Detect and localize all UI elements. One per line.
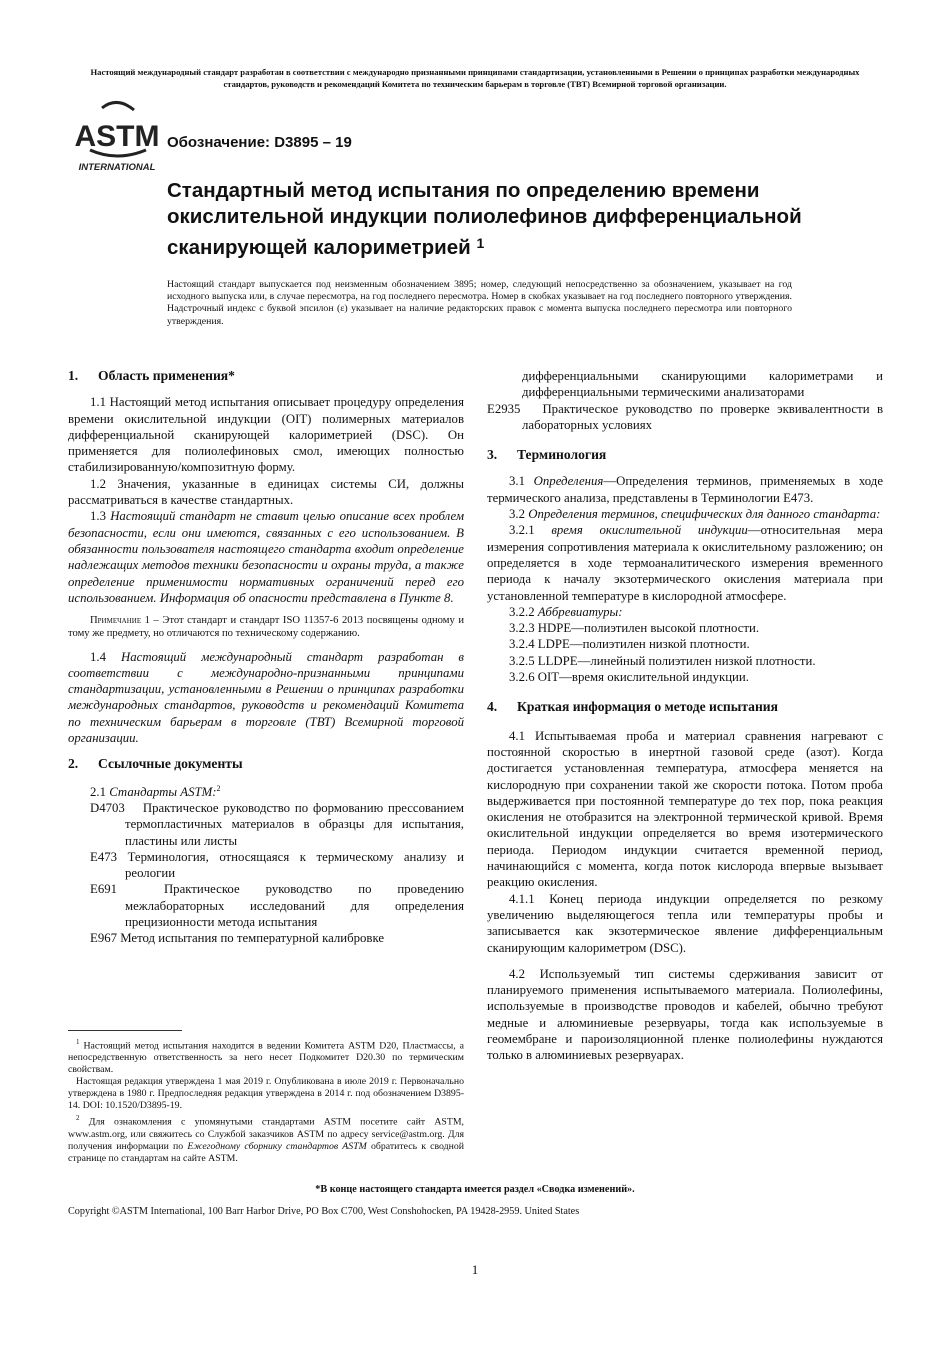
note-text: 1 – Этот стандарт и стандарт ISO 11357-6 2013 посвящены одному и тому же предмету, но отличаются по техническому содержанию. (68, 615, 464, 640)
paragraph-number: 3.2.1 (509, 523, 535, 538)
reference-text: Метод испытания по температурной калибровке (120, 931, 385, 946)
section-number: 2. (68, 756, 79, 772)
reference-code: E2935 (487, 401, 521, 416)
paragraph-1-2: 1.2 Значения, указанные в единицах системы СИ, должны рассматриваться в качестве стандартных. (68, 476, 464, 508)
right-column (487, 368, 883, 1064)
footnote-marker: 2 (76, 1114, 80, 1123)
reference-text: Практическое руководство по формованию прессованием термопластичных материалов в образцы для испытания, пластины или листы (125, 800, 465, 848)
paragraph-3-2-1 (487, 522, 883, 603)
paragraph-text: Аббревиатуры: (537, 604, 623, 619)
footnote-text: Для ознакомления с упомянутыми стандартами ASTM посетите сайт ASTM, www.astm.org, или свяжитесь со Службой заказчиков ASTM по адресу service@astm.org. Для получения информации по (68, 1116, 464, 1152)
paragraph-1-4 (68, 649, 464, 747)
note-1 (68, 614, 464, 640)
section-title: Ссылочные документы (98, 756, 243, 772)
reference-item (90, 930, 464, 946)
reference-item (90, 881, 464, 930)
section-1-heading (68, 368, 464, 384)
note-label: Примечание (90, 615, 142, 627)
footnote-marker: 1 (76, 1038, 80, 1046)
footnote-ref: 2 (216, 783, 221, 793)
abbreviation-item: 3.2.6 OIT—время окислительной индукции. (509, 670, 749, 685)
reference-text: Практическое руководство по проведению межлабораторных исследований для определения прецизионности метода испытания (125, 882, 464, 930)
section-number: 3. (487, 447, 498, 463)
section-title: Краткая информация о методе испытания (517, 699, 778, 715)
paragraph-text: Стандарты ASTM: (109, 784, 217, 799)
paragraph-number: 3.1 (509, 474, 525, 489)
reference-continued: дифференциальными сканирующими калориметрами и дифференциальными термическими анализаторами (522, 369, 883, 400)
paragraph-1-3 (68, 508, 464, 606)
paragraph-number: 2.1 (90, 784, 106, 799)
top-notice: Настоящий международный стандарт разработан в соответствии с международно признанными принципами стандартизации, установленными в Решении о принципах разработки международных стандартов, руководств и рекомендаций Комитета по техническим барьерам в торговле (ТВТ) Всемирной торговой организации. (90, 67, 860, 89)
paragraph-term: Определения (533, 474, 604, 489)
paragraph-number: 3.2.2 (509, 604, 535, 619)
section-number: 1. (68, 368, 79, 383)
section-title: Терминология (517, 447, 607, 463)
footnote-1 (68, 1036, 464, 1076)
paragraph-4-2: 4.2 Используемый тип системы сдерживания зависит от планируемого применения испытываемого материала. Полиолефины, используемые в производстве проводов и кабелей, обычно требуют медные и алюминиевые резервуары, тогда как используемые в геомембране и пароизоляционной пленке полиолефины нуждаются только в алюминиевых резервуарах. (487, 966, 883, 1063)
paragraph-4-1-1: 4.1.1 Конец периода индукции определяется по резкому увеличению выделяющегося тепла или температуры пробы и записывается как экзотермическое явление дифференциальным сканирующим калориметром (DSC). (487, 891, 883, 955)
abbreviation-item: 3.2.4 LDPE—полиэтилен низкой плотности. (509, 637, 750, 652)
designation: Обозначение: D3895 – 19 (167, 134, 352, 151)
paragraph-2-1 (68, 781, 464, 800)
section-2-heading (68, 756, 464, 772)
reference-item (487, 401, 883, 434)
section-number: 4. (487, 699, 498, 715)
astm-logo (74, 98, 160, 174)
reference-text: Терминология, относящаяся к термическому анализу и реологии (125, 849, 464, 881)
reference-item (90, 800, 464, 849)
summary-of-changes-note: *В конце настоящего стандарта имеется раздел «Сводка изменений». (315, 1184, 635, 1195)
abbreviation-item: 3.2.3 HDPE—полиэтилен высокой плотности. (509, 621, 760, 636)
preamble: Настоящий стандарт выпускается под неизменным обозначением 3895; номер, следующий непосредственно за обозначением, указывает на год исходного выпуска или, в случае пересмотра, на год последнего пересмотра. Номер в скобках указывает на год последнего повторного утверждения. Надстрочный индекс с буквой эпсилон (ε) указывает на наличие редакторских правок с момента выпуска последнего пересмотра или повторного утверждения. (167, 279, 792, 327)
paragraph-3-2 (487, 506, 883, 522)
logo-bottom-text: INTERNATIONAL (78, 162, 156, 173)
footnote-text-end: обратитесь к сводной странице по стандартам на сайте ASTM. (68, 1140, 465, 1164)
reference-code: E473 (90, 849, 118, 864)
reference-list (68, 800, 464, 947)
reference-text: Практическое руководство по проверке эквивалентности в лабораторных условиях (522, 401, 884, 432)
footnotes (68, 1036, 464, 1165)
footnote-text: Настоящий метод испытания находится в ведении Комитета ASTM D20, Пластмассы, а непосредственную ответственность за него несет Подкомитет D20.30 по термическим свойствам. (68, 1040, 464, 1076)
astm-logo-icon (74, 98, 160, 174)
paragraph-number: 1.4 (90, 649, 106, 664)
paragraph-3-1 (487, 473, 883, 506)
copyright: Copyright ©ASTM International, 100 Barr Harbor Drive, PO Box C700, West Conshohocken, PA 19428-2959. United States (68, 1206, 580, 1217)
section-title: Область применения* (98, 368, 235, 383)
footnote-2 (68, 1112, 464, 1164)
paragraph-term: время окислительной индукции (551, 523, 748, 538)
paragraph-text: —относительная мера измерения сопротивления материала к окислительному разложению; он определяется в ходе термоаналитического измерения временного периода к началу экзотермического окисления материала при установленной температуре в кислородной атмосфере. (487, 523, 883, 603)
abbreviation-item: 3.2.5 LLDPE—линейный полиэтилен низкой плотности. (509, 653, 816, 668)
paragraph-text: Настоящий международный стандарт разработан в соответствии с международно-признанными принципами стандартизации, установленными в Решении о принципах разработки международных стандартов, руководств и рекомендаций Комитета по техническим барьерам в торговле (ТВТ) Всемирной торговой организации. (68, 649, 464, 746)
reference-code: E967 (90, 931, 118, 946)
paragraph-3-2-2 (487, 604, 883, 620)
title-text: Стандартный метод испытания по определению времени окислительной индукции полиолефинов дифференциальной сканирующей калориметрией (167, 179, 802, 259)
reference-code: D4703 (90, 800, 125, 815)
title-footnote-ref: 1 (476, 235, 485, 251)
logo-top-text: ASTM (74, 120, 160, 153)
footnote-italic: Ежегодному сборнику стандартов ASTM (187, 1140, 367, 1152)
section-3-heading (487, 447, 883, 463)
paragraph-4-1: 4.1 Испытываемая проба и материал сравнения нагревают с постоянной скоростью в инертной газовой среде (азот). Когда достигается установленная температура, атмосфера меняется на кислородную при сохранении такой же скорости потока. Потом проба выдерживается при постоянной температуре до тех пор, пока реакция окисления не отобразится на электронной термической кривой. Время окислительной индукции определяется во время изотермического периода. Периодом индукции считается временной период, начинающийся с момента, когда поток кислорода впервые вызывает реакцию окисления. (487, 728, 883, 890)
reference-item (90, 849, 464, 882)
paragraph-number: 1.3 (90, 509, 106, 524)
footnote-divider (68, 1030, 182, 1031)
paragraph-number: 3.2 (509, 507, 525, 522)
left-column (68, 368, 464, 947)
paragraph-text: Настоящий стандарт не ставит целью описание всех проблем безопасности, если они имеются, связанных с его использованием. В обязанности пользователя настоящего стандарта входит определение надлежащих методов техники безопасности и охраны труда, а также определение применимости нормативных ограничений перед его использованием. Информация об опасности представлена в Пункте 8. (68, 509, 464, 605)
section-4-heading (487, 699, 883, 715)
reference-code: E691 (90, 882, 118, 897)
document-title (167, 178, 807, 261)
paragraph-text: —Определения терминов, применяемых в ходе термического анализа, представлены в Терминологии E473. (487, 474, 884, 505)
page-number: 1 (471, 1262, 479, 1277)
paragraph-text: Определения терминов, специфических для данного стандарта: (528, 507, 881, 522)
footnote-1b: Настоящая редакция утверждена 1 мая 2019 г. Опубликована в июле 2019 г. Первоначально утверждена в 1980 г. Предпоследняя редакция утверждена в 2014 г. под обозначением D3895-14. DOI: 10.1520/D3895-19. (68, 1076, 464, 1112)
paragraph-1-1: 1.1 Настоящий метод испытания описывает процедуру определения времени окислительной индукции (OIT) полимерных материалов дифференциальной сканирующей калориметрией (DSC). Он применяется для полиолефиновых смол, имеющих полностью стабилизированную/композитную форму. (68, 395, 464, 475)
